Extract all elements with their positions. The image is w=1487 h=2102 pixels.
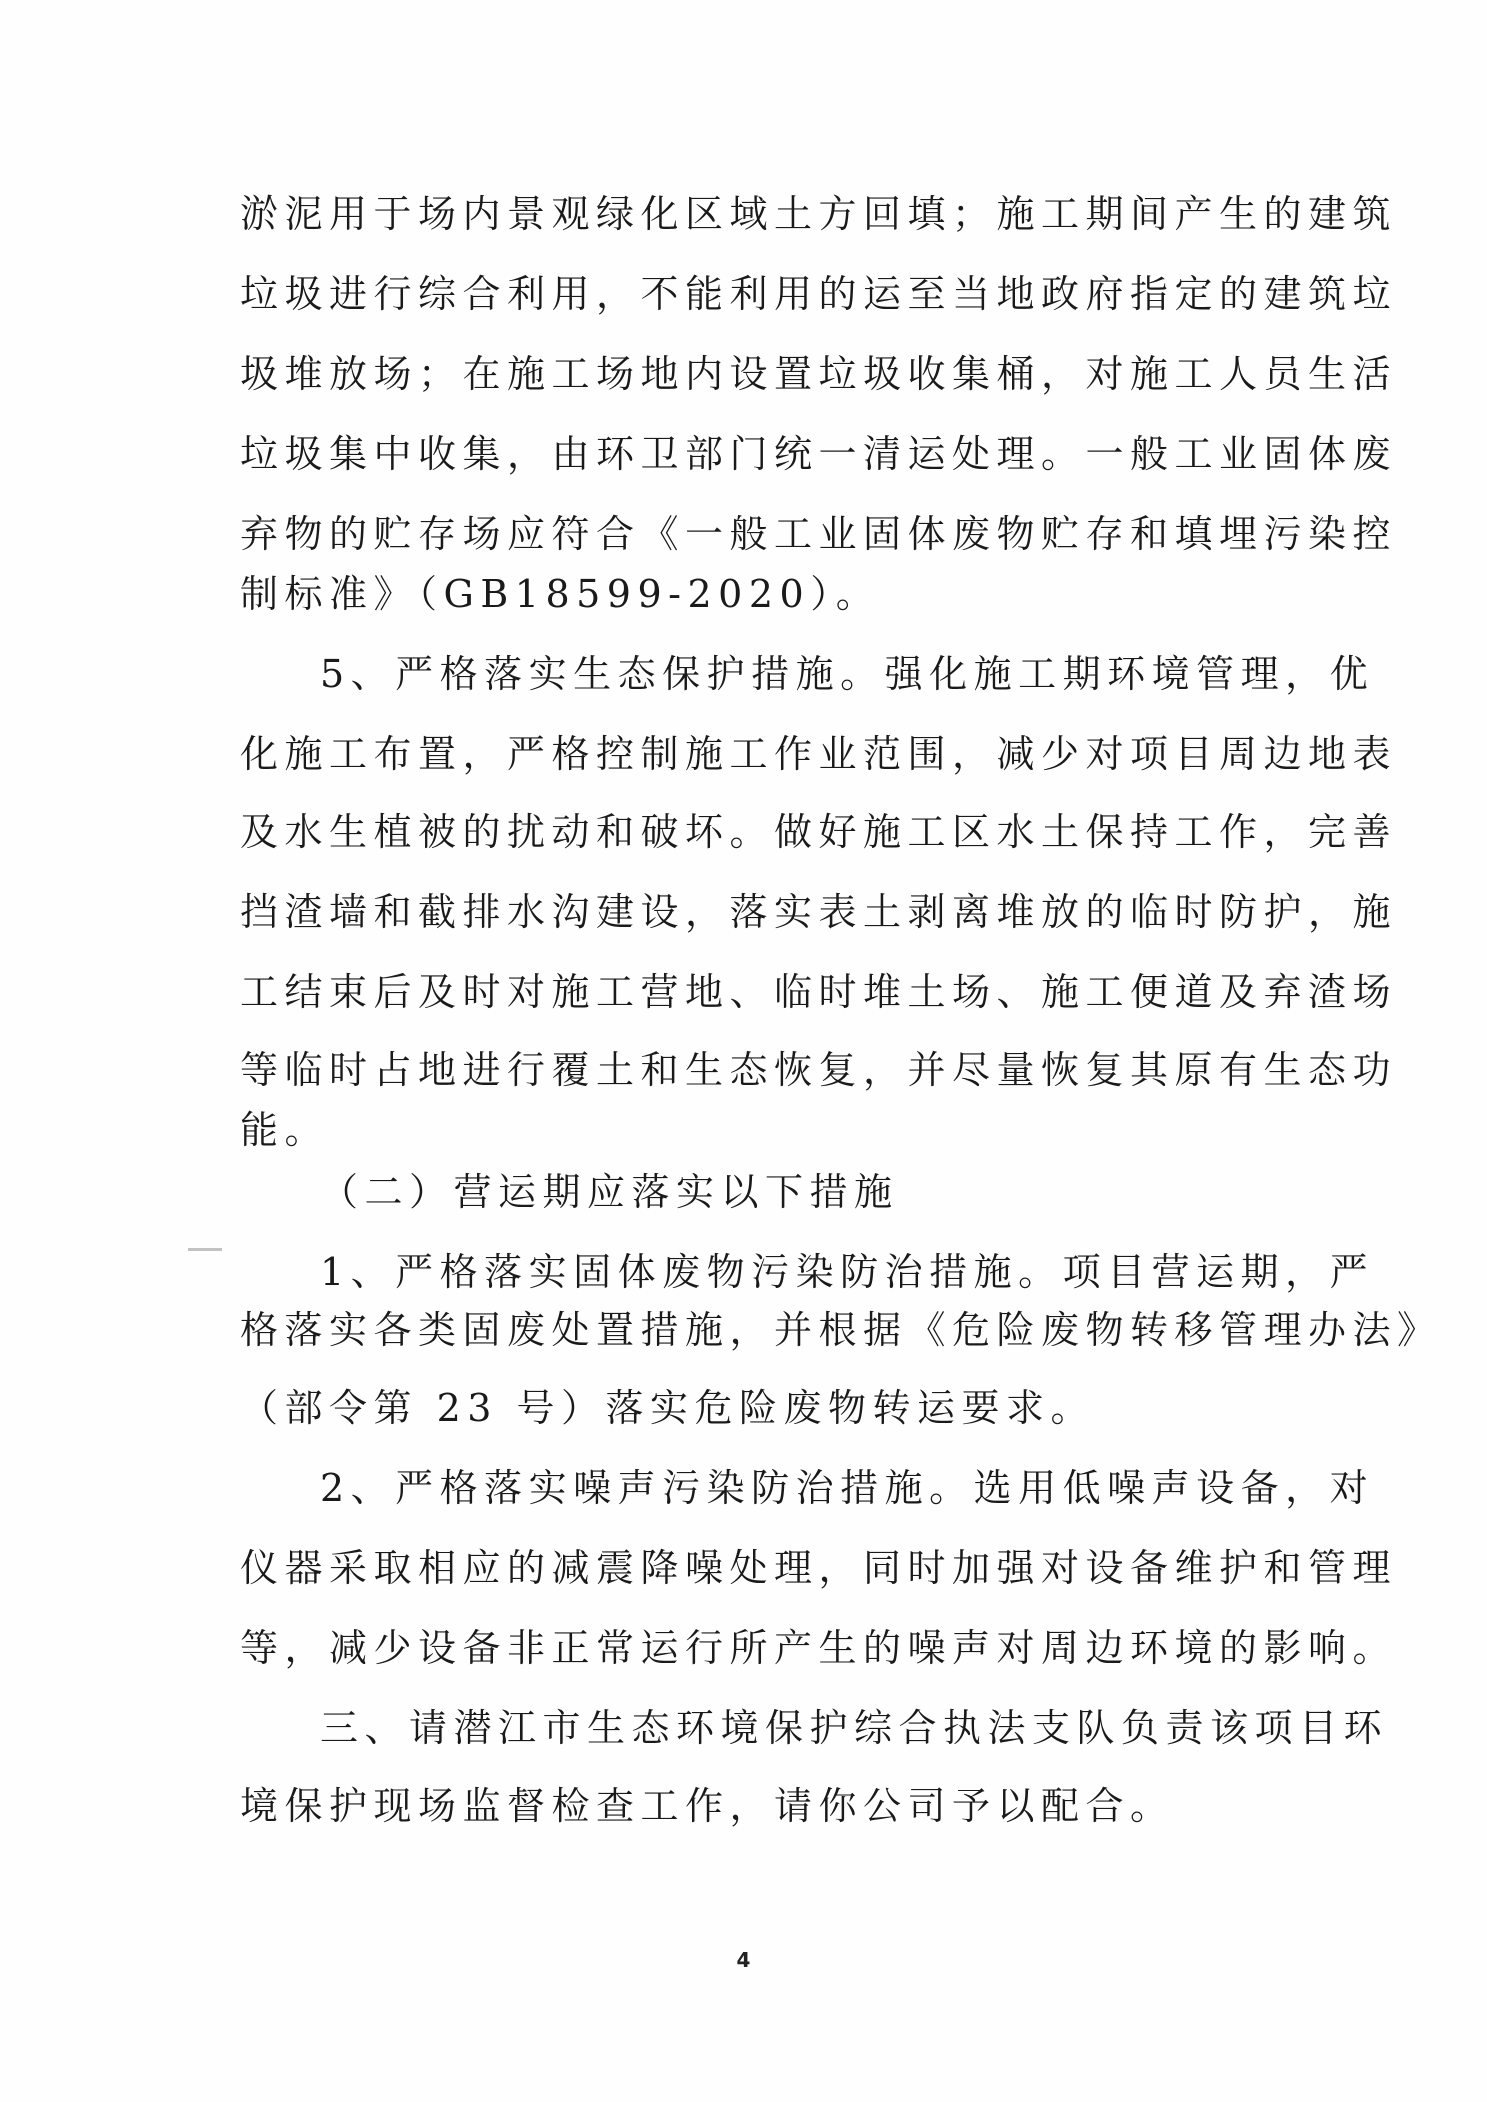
paragraph-line: 化施工布置，严格控制施工作业范围，减少对项目周边地表 [240, 732, 1398, 776]
paragraph-line: 工结束后及时对施工营地、临时堆土场、施工便道及弃渣场 [240, 970, 1398, 1014]
paragraph-line: 三、请潜江市生态环境保护综合执法支队负责该项目环 [320, 1706, 1389, 1750]
paragraph-line: 1、严格落实固体废物污染防治措施。项目营运期，严 [320, 1250, 1375, 1294]
paragraph-line: （部令第 23 号）落实危险废物转运要求。 [240, 1386, 1096, 1430]
paragraph-line: 挡渣墙和截排水沟建设，落实表土剥离堆放的临时防护，施 [240, 890, 1398, 934]
paragraph-line: 境保护现场监督检查工作，请你公司予以配合。 [240, 1784, 1175, 1828]
paragraph-line: 淤泥用于场内景观绿化区域土方回填；施工期间产生的建筑 [240, 192, 1398, 236]
paragraph-line: 仪器采取相应的减震降噪处理，同时加强对设备维护和管理 [240, 1546, 1398, 1590]
page-number: 4 [736, 1948, 751, 1972]
paragraph-line: 等，减少设备非正常运行所产生的噪声对周边环境的影响。 [240, 1626, 1398, 1670]
paragraph-line: 等临时占地进行覆土和生态恢复，并尽量恢复其原有生态功 [240, 1048, 1398, 1092]
paragraph-line: 格落实各类固废处置措施，并根据《危险废物转移管理办法》 [240, 1308, 1442, 1352]
scan-artifact [188, 1248, 222, 1251]
paragraph-line: 垃圾集中收集，由环卫部门统一清运处理。一般工业固体废 [240, 432, 1398, 476]
paragraph-line: 及水生植被的扰动和破坏。做好施工区水土保持工作，完善 [240, 810, 1398, 854]
paragraph-line: 制标准》（GB18599-2020）。 [240, 572, 881, 616]
paragraph-line: 弃物的贮存场应符合《一般工业固体废物贮存和填埋污染控 [240, 512, 1398, 556]
paragraph-line: 2、严格落实噪声污染防治措施。选用低噪声设备，对 [320, 1466, 1375, 1510]
paragraph-line: 圾堆放场；在施工场地内设置垃圾收集桶，对施工人员生活 [240, 352, 1398, 396]
paragraph-line: 能。 [240, 1108, 330, 1152]
paragraph-line: 垃圾进行综合利用，不能利用的运至当地政府指定的建筑垃 [240, 272, 1398, 316]
section-heading: （二）营运期应落实以下措施 [320, 1170, 899, 1214]
paragraph-line: 5、严格落实生态保护措施。强化施工期环境管理，优 [320, 652, 1375, 696]
